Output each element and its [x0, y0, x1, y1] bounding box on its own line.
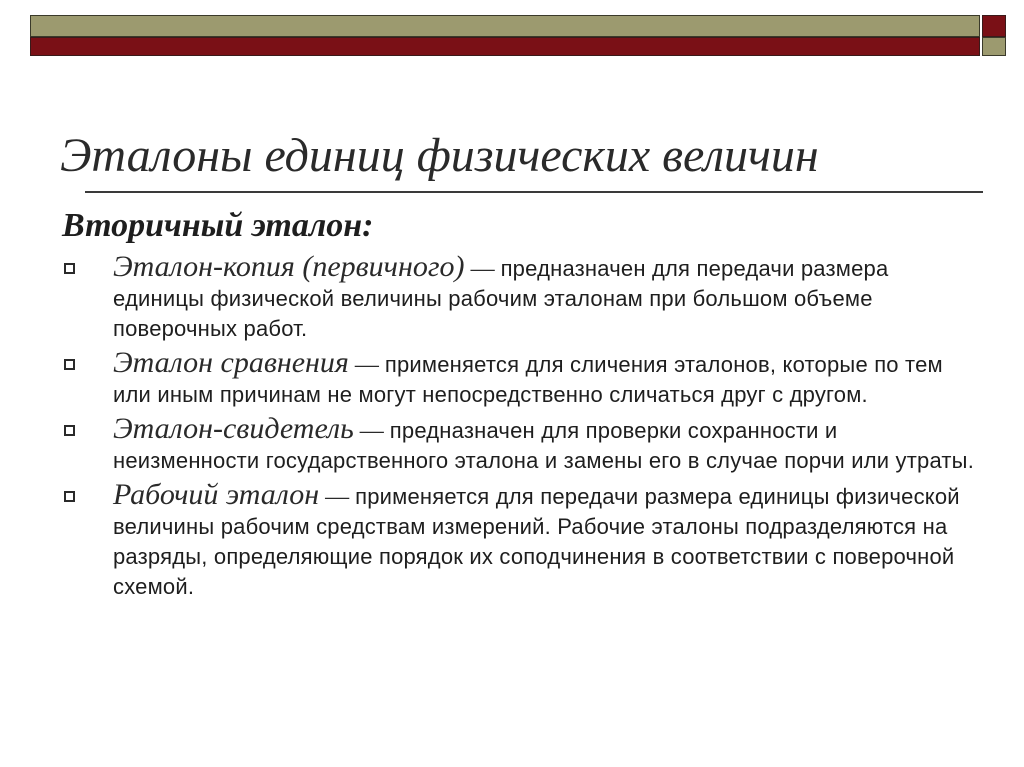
square-bullet-icon	[64, 359, 75, 370]
header-corner-olive	[982, 37, 1006, 56]
list-item-dash: —	[464, 256, 501, 282]
list-item	[60, 252, 980, 344]
slide-title: Эталоны единиц физических величин	[60, 129, 819, 182]
square-bullet-icon	[64, 263, 75, 274]
title-divider	[85, 191, 983, 193]
list-item	[60, 414, 980, 476]
bullet-list	[60, 252, 980, 606]
list-item-term: Эталон-свидетель	[113, 412, 354, 445]
list-item-term: Рабочий эталон	[113, 478, 320, 511]
list-item-term: Эталон сравнения	[113, 346, 349, 379]
list-item-term: Эталон-копия (первичного)	[113, 250, 465, 283]
list-item-description: применяется для сличения эталонов, которые по тем или иным причинам не могут непосредственно сличаться друг с другом.	[113, 352, 943, 407]
square-bullet-icon	[64, 425, 75, 436]
list-item	[60, 480, 980, 602]
list-item-description: предназначен для передачи размера единицы физической величины рабочим эталонам при большом объеме поверочных работ.	[113, 256, 889, 341]
square-bullet-icon	[64, 491, 75, 502]
header-corner-maroon	[982, 15, 1006, 37]
list-item-dash: —	[319, 484, 356, 510]
list-item-description: применяется для передачи размера единицы физической величины рабочим средствам измерений. Рабочие эталоны подразделяются на разряды, определяющие порядок их соподчинения в соответствии с поверочной схемой.	[113, 484, 960, 599]
slide-subtitle: Вторичный эталон:	[62, 207, 374, 244]
header-band-olive	[30, 15, 980, 37]
list-item-description: предназначен для проверки сохранности и неизменности государственного эталона и замены его в случае порчи или утраты.	[113, 418, 975, 473]
header-band-maroon	[30, 37, 980, 56]
list-item	[60, 348, 980, 410]
list-item-dash: —	[348, 352, 385, 378]
list-item-dash: —	[353, 418, 390, 444]
